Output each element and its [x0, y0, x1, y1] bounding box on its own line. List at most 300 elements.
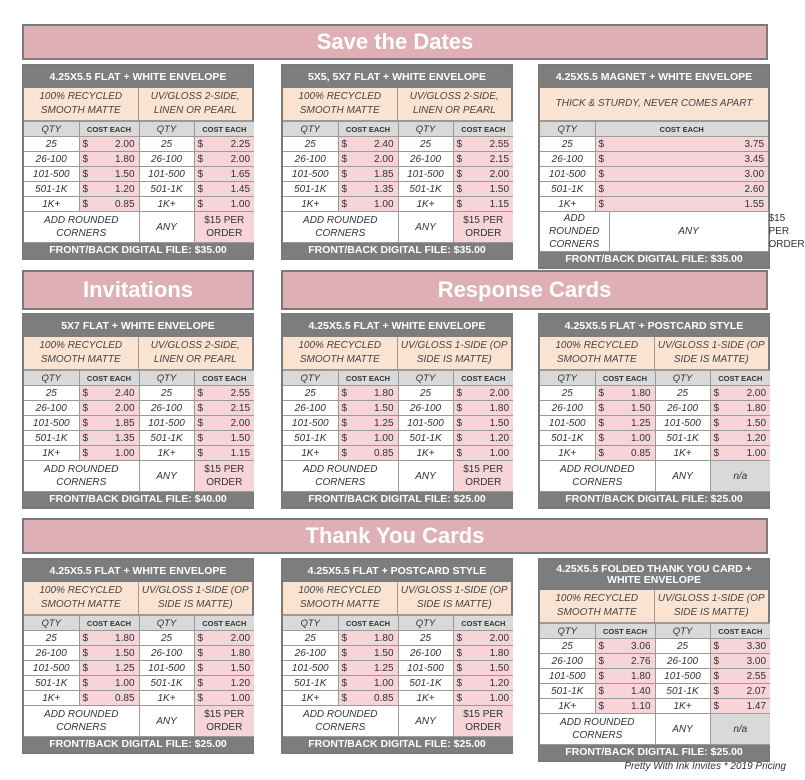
rounded-corners-label: ADD ROUNDED CORNERS: [24, 461, 139, 492]
price-table: [283, 615, 513, 737]
currency-symbol: $: [595, 684, 609, 699]
finish-options: [24, 88, 252, 121]
currency-symbol: $: [194, 182, 208, 197]
card-title: 5X7 FLAT + WHITE ENVELOPE: [24, 315, 252, 337]
table-row: [24, 182, 254, 197]
qty-header: QTY: [398, 371, 453, 386]
table-row: [540, 684, 770, 699]
qty-cell: 101-500: [283, 167, 338, 182]
qty-cell: 26-100: [283, 646, 338, 661]
table-row: [540, 197, 768, 212]
qty-cell: 1K+: [24, 691, 79, 706]
table-row: [540, 431, 770, 446]
price-cell: 1.50: [208, 661, 254, 676]
qty-cell: 501-1K: [398, 431, 453, 446]
price-cell: 1.20: [208, 676, 254, 691]
currency-symbol: $: [338, 386, 352, 401]
table-row: [540, 669, 770, 684]
price-cell: 2.00: [467, 167, 513, 182]
section-banner-thank-you-cards: Thank You Cards: [22, 518, 768, 554]
qty-cell: 25: [24, 386, 79, 401]
qty-cell: 1K+: [24, 197, 79, 212]
rounded-corners-fee: n/a: [710, 714, 770, 745]
currency-symbol: $: [453, 646, 467, 661]
qty-cell: 25: [398, 386, 453, 401]
qty-cell: 25: [655, 639, 710, 654]
table-row: [24, 197, 254, 212]
currency-symbol: $: [194, 197, 208, 212]
price-cell: 1.50: [467, 182, 513, 197]
price-cell: 3.45: [609, 152, 768, 167]
finish-option: UV/GLOSS 2-SIDE, LINEN OR PEARL: [138, 337, 253, 369]
table-row: [540, 699, 770, 714]
currency-symbol: $: [453, 431, 467, 446]
price-cell: 2.55: [724, 669, 770, 684]
qty-cell: 501-1K: [139, 182, 194, 197]
card-title: 4.25X5.5 FOLDED THANK YOU CARD + WHITE ENVELOPE: [540, 560, 768, 590]
price-cell: 1.35: [352, 182, 398, 197]
rounded-corners-row: [283, 706, 513, 737]
table-header: [24, 122, 254, 137]
price-table: [540, 121, 805, 252]
price-cell: 3.00: [724, 654, 770, 669]
price-cell: 2.40: [352, 137, 398, 152]
qty-cell: 1K+: [283, 691, 338, 706]
currency-symbol: $: [79, 691, 93, 706]
price-cell: 1.00: [208, 197, 254, 212]
section-banner-save-the-dates: Save the Dates: [22, 24, 768, 60]
price-cell: 1.45: [208, 182, 254, 197]
qty-cell: 101-500: [655, 416, 710, 431]
qty-cell: 26-100: [283, 401, 338, 416]
currency-symbol: $: [710, 416, 724, 431]
rounded-corners-row: [24, 461, 254, 492]
price-cell: 1.00: [352, 197, 398, 212]
table-row: [540, 416, 770, 431]
price-cell: 1.55: [609, 197, 768, 212]
currency-symbol: $: [710, 699, 724, 714]
table-header: [283, 616, 513, 631]
table-row: [24, 661, 254, 676]
price-card: [22, 313, 254, 509]
cost-header: COST EACH: [453, 122, 513, 137]
price-cell: 1.50: [352, 646, 398, 661]
qty-cell: 101-500: [24, 167, 79, 182]
digital-file-price: FRONT/BACK DIGITAL FILE: $35.00: [540, 252, 768, 267]
price-cell: 0.85: [352, 691, 398, 706]
price-cell: 0.85: [609, 446, 655, 461]
currency-symbol: $: [79, 137, 93, 152]
currency-symbol: $: [79, 661, 93, 676]
rounded-corners-any: ANY: [609, 212, 768, 252]
table-row: [24, 631, 254, 646]
qty-cell: 25: [398, 631, 453, 646]
table-row: [283, 691, 513, 706]
currency-symbol: $: [453, 167, 467, 182]
qty-cell: 101-500: [24, 416, 79, 431]
qty-cell: 501-1K: [24, 182, 79, 197]
qty-cell: 26-100: [655, 401, 710, 416]
qty-cell: 101-500: [655, 669, 710, 684]
finish-option: 100% RECYCLED SMOOTH MATTE: [283, 337, 397, 369]
qty-cell: 1K+: [398, 691, 453, 706]
qty-cell: 101-500: [540, 416, 595, 431]
price-cell: 1.80: [609, 669, 655, 684]
currency-symbol: $: [453, 137, 467, 152]
price-cell: 1.80: [352, 386, 398, 401]
qty-cell: 101-500: [24, 661, 79, 676]
price-card: [538, 313, 770, 509]
currency-symbol: $: [595, 167, 609, 182]
section-banner-invitations: Invitations: [22, 270, 254, 310]
table-row: [24, 446, 254, 461]
price-cell: 1.50: [93, 646, 139, 661]
price-card: [281, 313, 513, 509]
finish-option: UV/GLOSS 1-SIDE (OP SIDE IS MATTE): [138, 582, 253, 614]
finish-option: 100% RECYCLED SMOOTH MATTE: [540, 590, 654, 622]
qty-header: QTY: [24, 122, 79, 137]
rounded-corners-fee: $15 PER ORDER: [194, 461, 254, 492]
price-card: [538, 64, 805, 269]
price-cell: 1.47: [724, 699, 770, 714]
currency-symbol: $: [194, 431, 208, 446]
qty-cell: 501-1K: [398, 182, 453, 197]
currency-symbol: $: [710, 654, 724, 669]
cost-header: COST EACH: [595, 122, 768, 137]
price-cell: 1.25: [352, 661, 398, 676]
qty-cell: 25: [283, 137, 338, 152]
price-cell: 1.20: [724, 431, 770, 446]
price-cell: 2.25: [208, 137, 254, 152]
finish-options: [540, 88, 768, 121]
qty-cell: 26-100: [139, 646, 194, 661]
price-cell: 1.50: [467, 661, 513, 676]
table-row: [540, 386, 770, 401]
cost-header: COST EACH: [595, 624, 655, 639]
finish-option: 100% RECYCLED SMOOTH MATTE: [24, 88, 138, 120]
qty-cell: 26-100: [398, 646, 453, 661]
price-cell: 2.60: [609, 182, 768, 197]
currency-symbol: $: [595, 197, 609, 212]
table-row: [540, 167, 768, 182]
price-cell: 1.50: [609, 401, 655, 416]
qty-header: QTY: [139, 122, 194, 137]
currency-symbol: $: [194, 661, 208, 676]
finish-option: UV/GLOSS 1-SIDE (OP SIDE IS MATTE): [654, 337, 769, 369]
qty-header: QTY: [540, 122, 595, 137]
price-cell: 1.65: [208, 167, 254, 182]
rounded-corners-fee: $15 PER ORDER: [453, 461, 513, 492]
digital-file-price: FRONT/BACK DIGITAL FILE: $25.00: [283, 737, 511, 752]
qty-header: QTY: [398, 122, 453, 137]
qty-cell: 26-100: [398, 401, 453, 416]
qty-cell: 1K+: [139, 446, 194, 461]
currency-symbol: $: [338, 182, 352, 197]
qty-cell: 26-100: [398, 152, 453, 167]
qty-cell: 1K+: [139, 691, 194, 706]
table-row: [283, 197, 513, 212]
currency-symbol: $: [595, 431, 609, 446]
currency-symbol: $: [595, 416, 609, 431]
qty-cell: 101-500: [139, 661, 194, 676]
qty-cell: 25: [540, 386, 595, 401]
qty-cell: 25: [24, 137, 79, 152]
qty-cell: 1K+: [540, 197, 595, 212]
cost-header: COST EACH: [453, 616, 513, 631]
finish-option: 100% RECYCLED SMOOTH MATTE: [283, 88, 397, 120]
currency-symbol: $: [453, 197, 467, 212]
finish-options: [283, 88, 511, 121]
rounded-corners-any: ANY: [655, 461, 710, 492]
rounded-corners-fee: $15 PER ORDER: [453, 212, 513, 243]
rounded-corners-fee: $15 PER ORDER: [453, 706, 513, 737]
table-row: [283, 431, 513, 446]
qty-header: QTY: [655, 371, 710, 386]
finish-option: UV/GLOSS 1-SIDE (OP SIDE IS MATTE): [397, 582, 512, 614]
currency-symbol: $: [338, 431, 352, 446]
finish-options: [24, 337, 252, 370]
qty-header: QTY: [655, 624, 710, 639]
rounded-corners-any: ANY: [398, 461, 453, 492]
currency-symbol: $: [79, 401, 93, 416]
qty-cell: 26-100: [540, 152, 595, 167]
currency-symbol: $: [79, 416, 93, 431]
qty-cell: 1K+: [283, 197, 338, 212]
price-cell: 2.55: [208, 386, 254, 401]
qty-cell: 501-1K: [398, 676, 453, 691]
price-cell: 1.80: [467, 401, 513, 416]
rounded-corners-row: [283, 212, 513, 243]
table-row: [283, 401, 513, 416]
card-title: 4.25X5.5 MAGNET + WHITE ENVELOPE: [540, 66, 768, 88]
finish-option: UV/GLOSS 1-SIDE (OP SIDE IS MATTE): [654, 590, 769, 622]
currency-symbol: $: [595, 386, 609, 401]
currency-symbol: $: [453, 631, 467, 646]
price-cell: 1.80: [609, 386, 655, 401]
price-cell: 1.85: [93, 416, 139, 431]
price-cell: 3.30: [724, 639, 770, 654]
currency-symbol: $: [710, 684, 724, 699]
cost-header: COST EACH: [338, 371, 398, 386]
currency-symbol: $: [595, 446, 609, 461]
price-cell: 1.50: [208, 431, 254, 446]
price-cell: 1.15: [208, 446, 254, 461]
cost-header: COST EACH: [194, 122, 254, 137]
digital-file-price: FRONT/BACK DIGITAL FILE: $25.00: [24, 737, 252, 752]
currency-symbol: $: [595, 182, 609, 197]
currency-symbol: $: [338, 197, 352, 212]
rounded-corners-any: ANY: [655, 714, 710, 745]
qty-header: QTY: [24, 371, 79, 386]
table-row: [540, 152, 768, 167]
qty-header: QTY: [283, 371, 338, 386]
price-cell: 1.20: [467, 676, 513, 691]
currency-symbol: $: [194, 446, 208, 461]
table-row: [283, 182, 513, 197]
price-cell: 1.25: [609, 416, 655, 431]
price-cell: 1.50: [352, 401, 398, 416]
price-cell: 1.00: [93, 446, 139, 461]
currency-symbol: $: [79, 446, 93, 461]
cost-header: COST EACH: [79, 371, 139, 386]
table-header: [283, 371, 513, 386]
price-cell: 2.76: [609, 654, 655, 669]
currency-symbol: $: [595, 152, 609, 167]
currency-symbol: $: [710, 639, 724, 654]
price-cell: 1.00: [93, 676, 139, 691]
footer-credit: Pretty With Ink Invites * 2019 Pricing: [624, 761, 786, 772]
finish-options: [283, 582, 511, 615]
card-title: 4.25X5.5 FLAT + POSTCARD STYLE: [283, 560, 511, 582]
rounded-corners-any: ANY: [139, 461, 194, 492]
price-cell: 1.50: [93, 167, 139, 182]
price-cell: 1.00: [352, 431, 398, 446]
currency-symbol: $: [338, 167, 352, 182]
qty-cell: 501-1K: [655, 431, 710, 446]
price-card: [22, 64, 254, 260]
rounded-corners-row: [540, 714, 770, 745]
rounded-corners-any: ANY: [139, 706, 194, 737]
currency-symbol: $: [194, 167, 208, 182]
table-row: [24, 416, 254, 431]
price-cell: 1.00: [467, 691, 513, 706]
price-cell: 3.06: [609, 639, 655, 654]
qty-cell: 101-500: [398, 416, 453, 431]
qty-cell: 1K+: [24, 446, 79, 461]
table-header: [540, 624, 770, 639]
price-cell: 2.40: [93, 386, 139, 401]
cost-header: COST EACH: [453, 371, 513, 386]
price-cell: 2.00: [208, 152, 254, 167]
qty-cell: 26-100: [139, 152, 194, 167]
table-row: [283, 446, 513, 461]
rounded-corners-label: ADD ROUNDED CORNERS: [540, 714, 655, 745]
table-row: [24, 676, 254, 691]
currency-symbol: $: [595, 699, 609, 714]
qty-header: QTY: [139, 371, 194, 386]
price-cell: 1.20: [93, 182, 139, 197]
cost-header: COST EACH: [710, 624, 770, 639]
price-card: [22, 558, 254, 754]
table-row: [283, 152, 513, 167]
qty-cell: 101-500: [540, 669, 595, 684]
qty-header: QTY: [139, 616, 194, 631]
qty-cell: 26-100: [24, 646, 79, 661]
currency-symbol: $: [338, 416, 352, 431]
qty-cell: 25: [283, 386, 338, 401]
price-cell: 1.15: [467, 197, 513, 212]
card-title: 4.25X5.5 FLAT + WHITE ENVELOPE: [24, 66, 252, 88]
table-row: [283, 631, 513, 646]
price-cell: 2.00: [467, 631, 513, 646]
qty-cell: 26-100: [24, 152, 79, 167]
currency-symbol: $: [595, 137, 609, 152]
price-cell: 1.40: [609, 684, 655, 699]
currency-symbol: $: [453, 661, 467, 676]
qty-header: QTY: [283, 616, 338, 631]
table-header: [24, 371, 254, 386]
digital-file-price: FRONT/BACK DIGITAL FILE: $35.00: [24, 243, 252, 258]
cost-header: COST EACH: [194, 616, 254, 631]
currency-symbol: $: [453, 386, 467, 401]
table-row: [24, 152, 254, 167]
price-cell: 2.15: [208, 401, 254, 416]
qty-cell: 501-1K: [24, 431, 79, 446]
qty-cell: 25: [139, 631, 194, 646]
qty-cell: 1K+: [283, 446, 338, 461]
currency-symbol: $: [338, 137, 352, 152]
price-cell: 1.85: [352, 167, 398, 182]
currency-symbol: $: [338, 401, 352, 416]
qty-cell: 1K+: [655, 699, 710, 714]
currency-symbol: $: [79, 152, 93, 167]
rounded-corners-any: ANY: [398, 706, 453, 737]
currency-symbol: $: [595, 401, 609, 416]
rounded-corners-row: [24, 706, 254, 737]
qty-cell: 26-100: [540, 401, 595, 416]
price-cell: 1.80: [724, 401, 770, 416]
table-row: [283, 416, 513, 431]
qty-cell: 101-500: [398, 167, 453, 182]
table-row: [540, 446, 770, 461]
digital-file-price: FRONT/BACK DIGITAL FILE: $35.00: [283, 243, 511, 258]
qty-cell: 101-500: [398, 661, 453, 676]
price-table: [540, 623, 770, 745]
digital-file-price: FRONT/BACK DIGITAL FILE: $25.00: [283, 492, 511, 507]
price-table: [24, 121, 254, 243]
cost-header: COST EACH: [710, 371, 770, 386]
rounded-corners-label: ADD ROUNDED CORNERS: [540, 212, 609, 252]
price-table: [283, 370, 513, 492]
price-cell: 1.00: [724, 446, 770, 461]
currency-symbol: $: [79, 676, 93, 691]
currency-symbol: $: [338, 661, 352, 676]
currency-symbol: $: [338, 446, 352, 461]
currency-symbol: $: [194, 401, 208, 416]
price-cell: 1.50: [724, 416, 770, 431]
currency-symbol: $: [595, 654, 609, 669]
currency-symbol: $: [453, 691, 467, 706]
cost-header: COST EACH: [79, 122, 139, 137]
table-header: [540, 122, 768, 137]
qty-cell: 501-1K: [24, 676, 79, 691]
price-table: [24, 370, 254, 492]
price-cell: 1.10: [609, 699, 655, 714]
qty-cell: 1K+: [540, 446, 595, 461]
rounded-corners-any: ANY: [398, 212, 453, 243]
currency-symbol: $: [595, 639, 609, 654]
qty-cell: 1K+: [398, 197, 453, 212]
currency-symbol: $: [453, 676, 467, 691]
rounded-corners-label: ADD ROUNDED CORNERS: [24, 706, 139, 737]
currency-symbol: $: [338, 631, 352, 646]
card-title: 4.25X5.5 FLAT + WHITE ENVELOPE: [283, 315, 511, 337]
price-cell: 0.85: [93, 691, 139, 706]
currency-symbol: $: [79, 631, 93, 646]
qty-cell: 25: [139, 386, 194, 401]
table-header: [540, 371, 770, 386]
qty-cell: 101-500: [540, 167, 595, 182]
qty-cell: 1K+: [655, 446, 710, 461]
digital-file-price: FRONT/BACK DIGITAL FILE: $25.00: [540, 745, 768, 760]
rounded-corners-label: ADD ROUNDED CORNERS: [283, 706, 398, 737]
price-cell: 1.20: [467, 431, 513, 446]
price-cell: 1.80: [93, 631, 139, 646]
currency-symbol: $: [194, 691, 208, 706]
qty-header: QTY: [398, 616, 453, 631]
table-row: [540, 137, 768, 152]
price-table: [540, 370, 770, 492]
